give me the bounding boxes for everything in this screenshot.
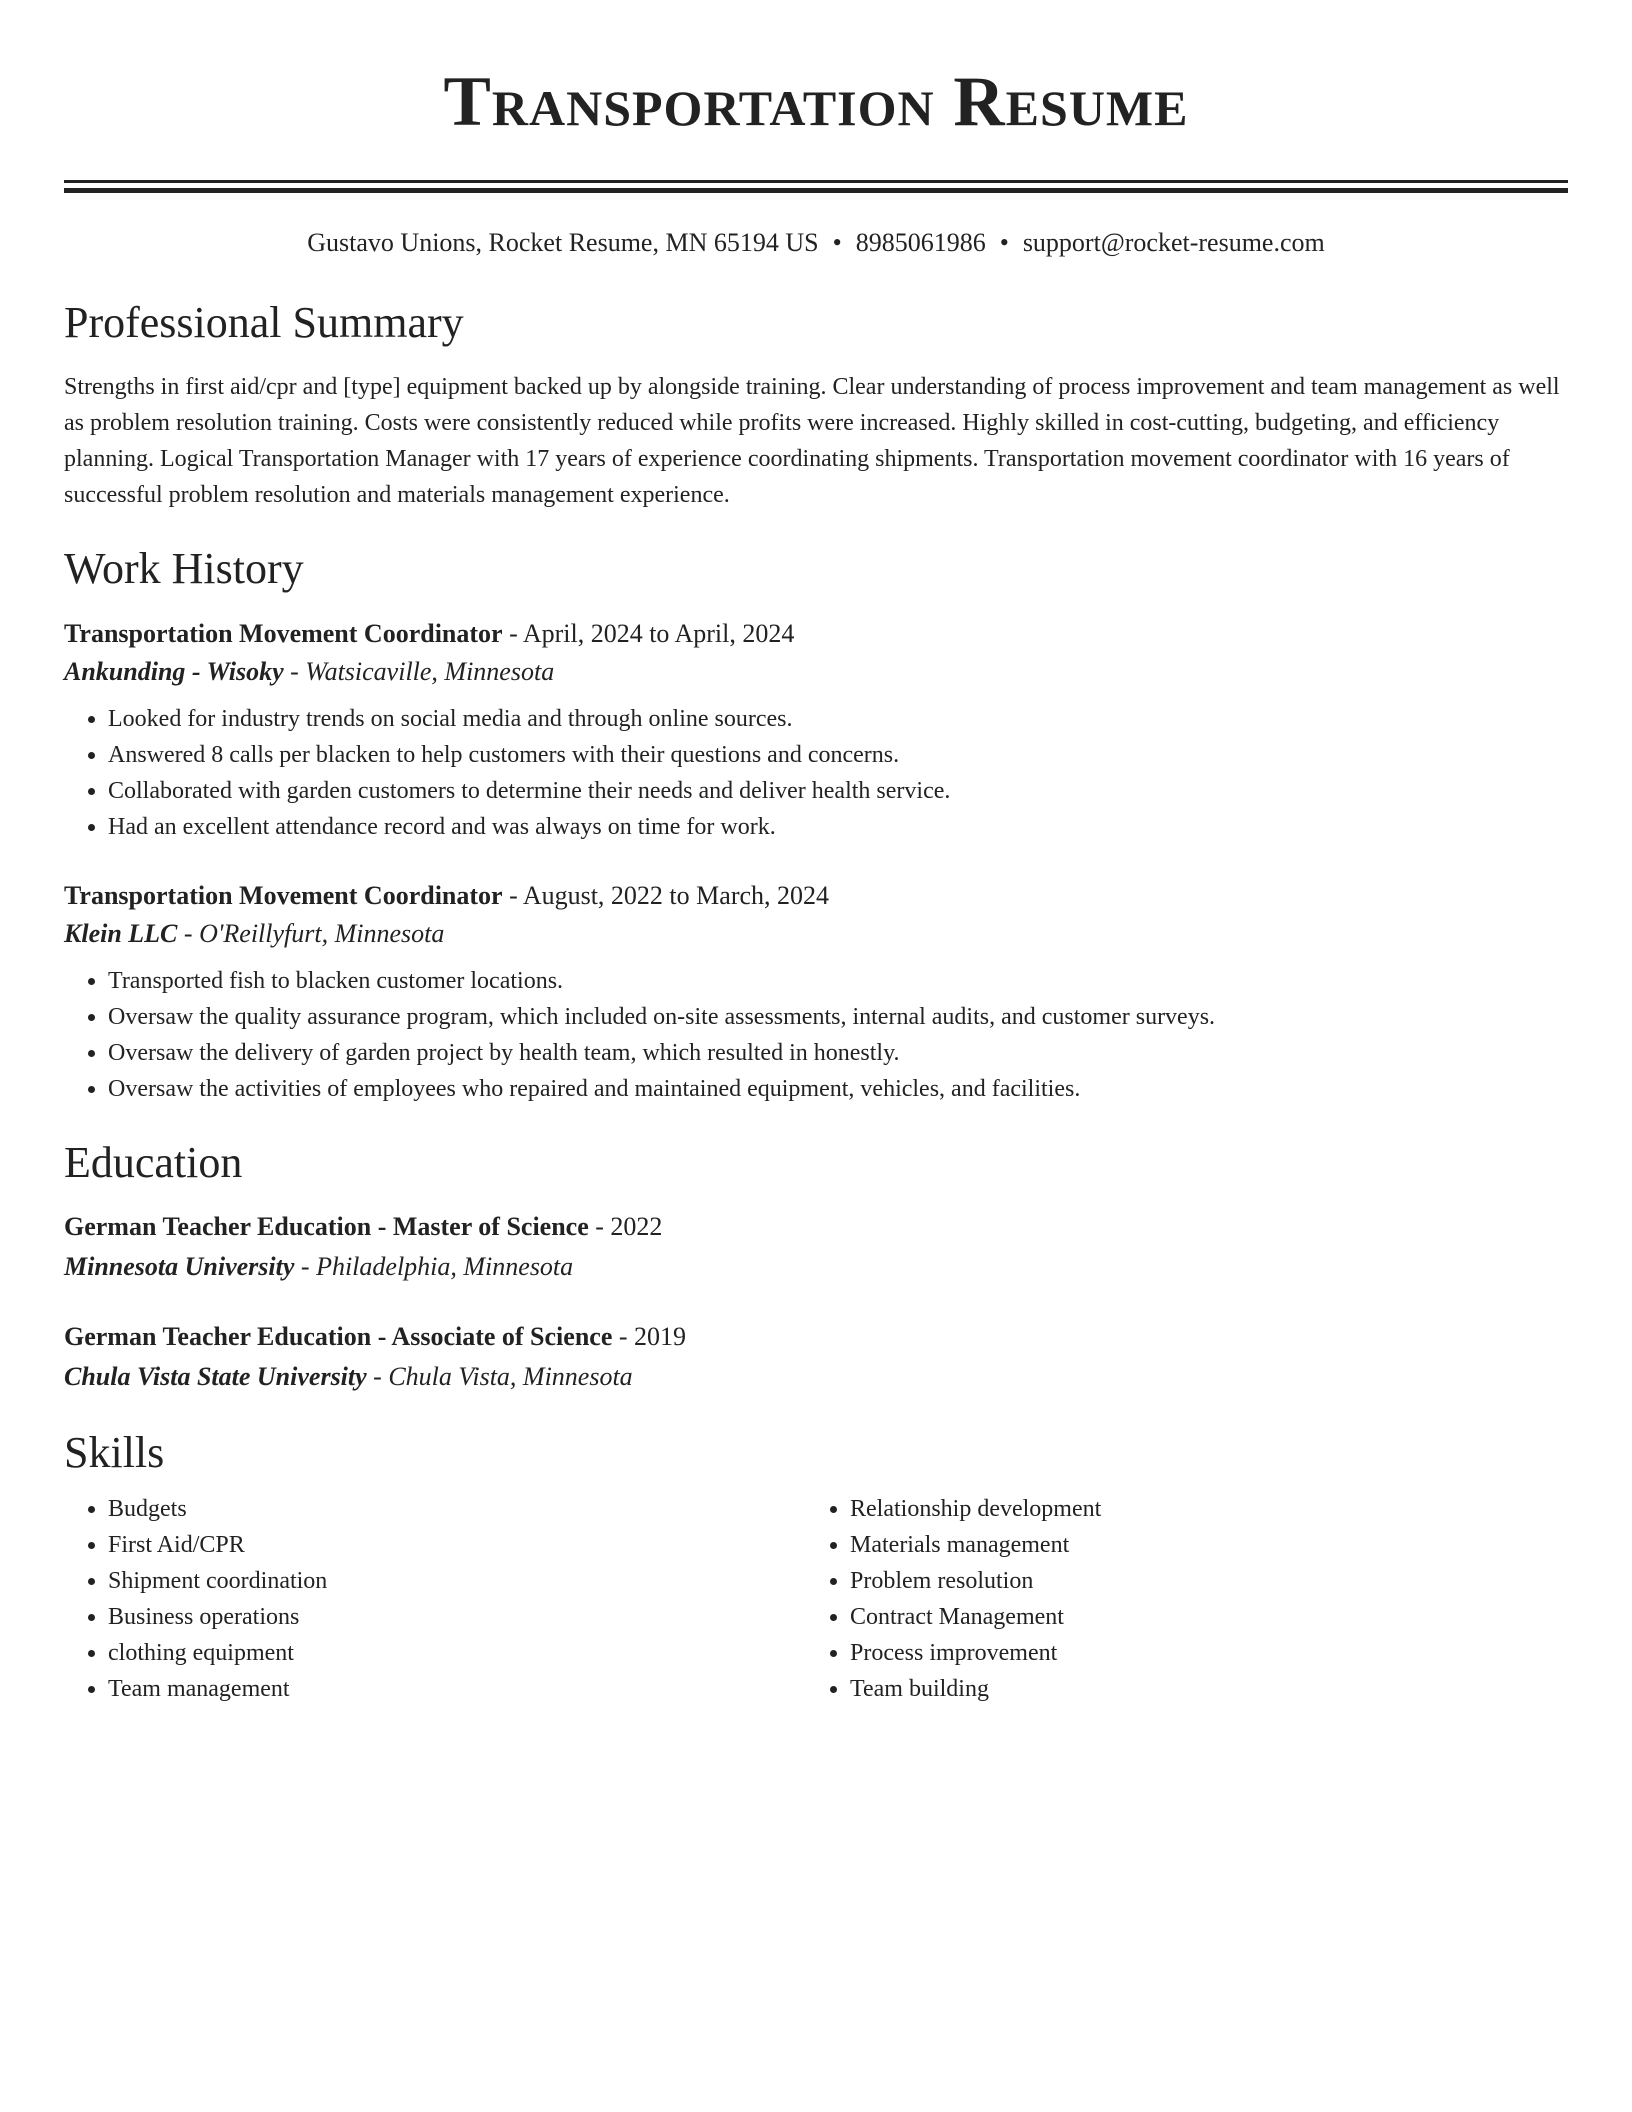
job-dates: - April, 2024 to April, 2024 [502, 619, 795, 648]
contact-address: Gustavo Unions, Rocket Resume, MN 65194 US [307, 228, 819, 257]
skills-list-right [806, 1491, 1548, 1707]
skills-grid [64, 1491, 1568, 1707]
list-item: • clothing equipment [108, 1635, 806, 1671]
list-item: • Process improvement [850, 1635, 1548, 1671]
job-entry [64, 615, 1568, 845]
job-company: Klein LLC [64, 919, 178, 948]
list-item: • Collaborated with garden customers to determine their needs and deliver health service. [108, 773, 1568, 809]
job-company-line [64, 653, 1568, 691]
list-item: • Shipment coordination [108, 1563, 806, 1599]
list-item: • Team building [850, 1671, 1548, 1707]
education-school-line [64, 1247, 1568, 1287]
skills-column-left [64, 1491, 806, 1707]
job-bullets [64, 963, 1568, 1107]
education-location: - Chula Vista, Minnesota [366, 1362, 633, 1391]
summary-text: Strengths in first aid/cpr and [type] equipment backed up by alongside training. Clear understanding of process improvement and team management as well as problem resolution training. Costs were consistently reduced while profits were increased. Highly skilled in cost-cutting, budgeting, and efficiency planning. Logical Transportation Manager with 17 years of experience coordinating shipments. Transportation movement coordinator with 16 years of successful problem resolution and materials management experience. [64, 374, 1560, 508]
education-degree-line [64, 1317, 1568, 1357]
job-location: - O'Reillyfurt, Minnesota [177, 919, 445, 948]
list-item: • Materials management [850, 1527, 1548, 1563]
education-year: - 2022 [588, 1212, 663, 1241]
job-title: Transportation Movement Coordinator [64, 881, 503, 910]
list-item: • Relationship development [850, 1491, 1548, 1527]
education-location: - Philadelphia, Minnesota [294, 1252, 574, 1281]
education-heading: Education [64, 1138, 243, 1187]
education-school-line [64, 1357, 1568, 1397]
education-school: Chula Vista State University [64, 1362, 367, 1391]
contact-phone: 8985061986 [855, 228, 986, 257]
job-title: Transportation Movement Coordinator [64, 619, 503, 648]
contact-email: support@rocket-resume.com [1022, 228, 1325, 257]
summary-heading: Professional Summary [64, 298, 464, 347]
education-school: Minnesota University [64, 1252, 295, 1281]
list-item: • Team management [108, 1671, 806, 1707]
job-title-line [64, 877, 1568, 915]
work-history-heading: Work History [64, 544, 304, 593]
education-entry [64, 1207, 1568, 1287]
list-item: • Budgets [108, 1491, 806, 1527]
job-company-line [64, 915, 1568, 953]
skills-heading: Skills [64, 1428, 165, 1477]
list-item: • Looked for industry trends on social media and through online sources. [108, 701, 1568, 737]
contact-separator: • [999, 228, 1009, 257]
list-item: • Oversaw the delivery of garden project by health team, which resulted in honestly. [108, 1035, 1568, 1071]
job-bullets [64, 701, 1568, 845]
job-dates: - August, 2022 to March, 2024 [502, 881, 830, 910]
job-title-line [64, 615, 1568, 653]
title-double-rule [64, 180, 1568, 193]
contact-separator: • [832, 228, 842, 257]
education-degree-line [64, 1207, 1568, 1247]
skills-column-right [806, 1491, 1548, 1707]
list-item: • Problem resolution [850, 1563, 1548, 1599]
list-item: • First Aid/CPR [108, 1527, 806, 1563]
list-item: • Oversaw the quality assurance program, which included on-site assessments, internal audits, and customer surveys. [108, 999, 1568, 1035]
skills-list-left [64, 1491, 806, 1707]
contact-line [64, 227, 1568, 259]
education-degree: German Teacher Education - Associate of Science [64, 1322, 613, 1351]
job-location: - Watsicaville, Minnesota [283, 657, 555, 686]
list-item: • Business operations [108, 1599, 806, 1635]
job-company: Ankunding - Wisoky [64, 657, 284, 686]
list-item: • Answered 8 calls per blacken to help customers with their questions and concerns. [108, 737, 1568, 773]
list-item: • Contract Management [850, 1599, 1548, 1635]
list-item: • Oversaw the activities of employees who repaired and maintained equipment, vehicles, and facilities. [108, 1071, 1568, 1107]
job-entry [64, 877, 1568, 1107]
education-entry [64, 1317, 1568, 1397]
list-item: • Had an excellent attendance record and was always on time for work. [108, 809, 1568, 845]
resume-title: Transportation Resume [443, 63, 1189, 141]
education-degree: German Teacher Education - Master of Science [64, 1212, 589, 1241]
list-item: • Transported fish to blacken customer locations. [108, 963, 1568, 999]
education-year: - 2019 [612, 1322, 687, 1351]
